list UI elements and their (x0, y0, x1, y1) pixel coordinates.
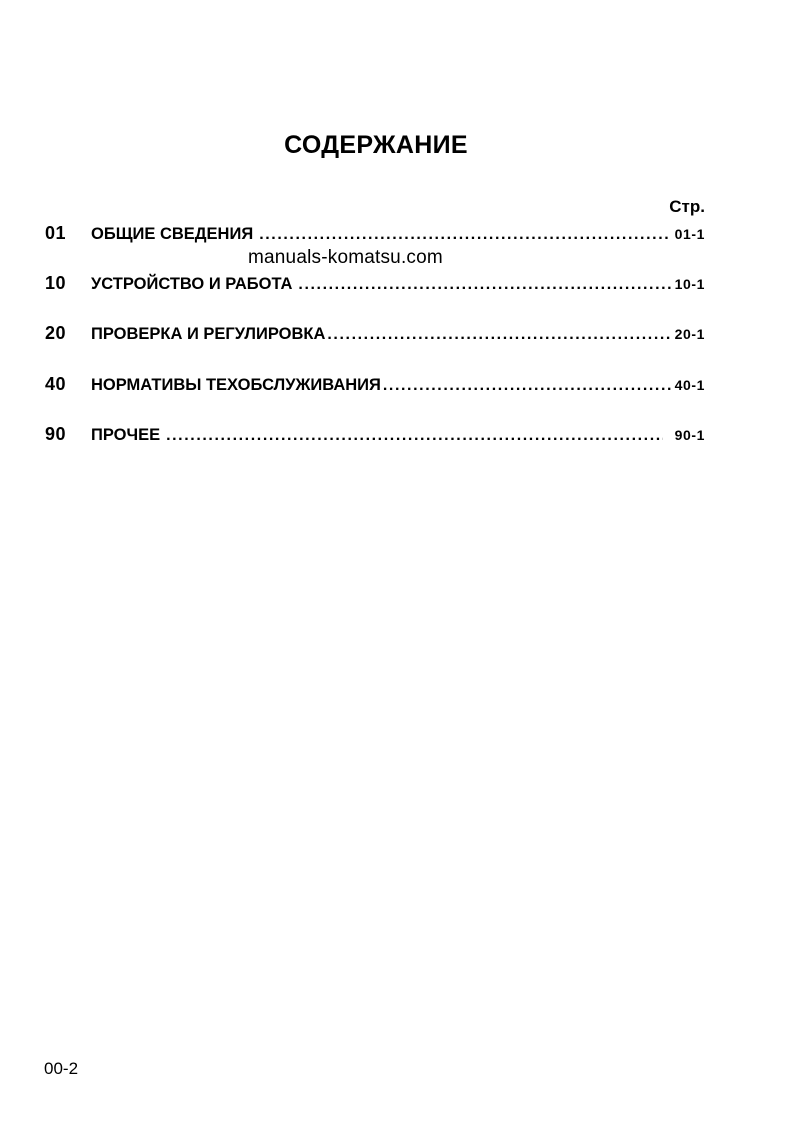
toc-entry-title: ПРОВЕРКА И РЕГУЛИРОВКА (91, 325, 326, 343)
dot-leader (327, 326, 670, 344)
toc-entry-10[interactable] (45, 273, 705, 297)
dot-leader (383, 377, 671, 395)
toc-entry-title: ПРОЧЕЕ (91, 426, 161, 444)
toc-entry-20[interactable] (45, 323, 705, 347)
toc-entry-page: 10-1 (674, 276, 705, 292)
toc-entry-90[interactable] (45, 424, 705, 448)
watermark-text: manuals-komatsu.com (248, 247, 443, 268)
toc-entry-40[interactable] (45, 374, 705, 398)
toc-entry-number: 01 (45, 223, 67, 243)
toc-entry-number: 40 (45, 374, 67, 394)
toc-entry-number: 20 (45, 323, 67, 343)
dot-leader (166, 427, 662, 445)
dot-leader (298, 276, 670, 294)
dot-leader (259, 226, 670, 244)
toc-entry-page: 20-1 (674, 326, 705, 342)
toc-entry-title: НОРМАТИВЫ ТЕХОБСЛУЖИВАНИЯ (91, 376, 381, 394)
page-column-label: Стр. (669, 197, 705, 216)
toc-entry-page: 40-1 (674, 377, 705, 393)
toc-entry-number: 90 (45, 424, 67, 444)
toc-entry-page: 01-1 (674, 226, 705, 242)
toc-entry-title: ОБЩИЕ СВЕДЕНИЯ (91, 225, 254, 243)
footer-page-number: 00-2 (44, 1059, 79, 1078)
toc-entry-01[interactable] (45, 223, 705, 247)
toc-entry-page: 90-1 (674, 427, 705, 443)
toc-entry-number: 10 (45, 273, 67, 293)
toc-entry-title: УСТРОЙСТВО И РАБОТА (91, 275, 293, 293)
page-title: СОДЕРЖАНИЕ (284, 131, 468, 159)
